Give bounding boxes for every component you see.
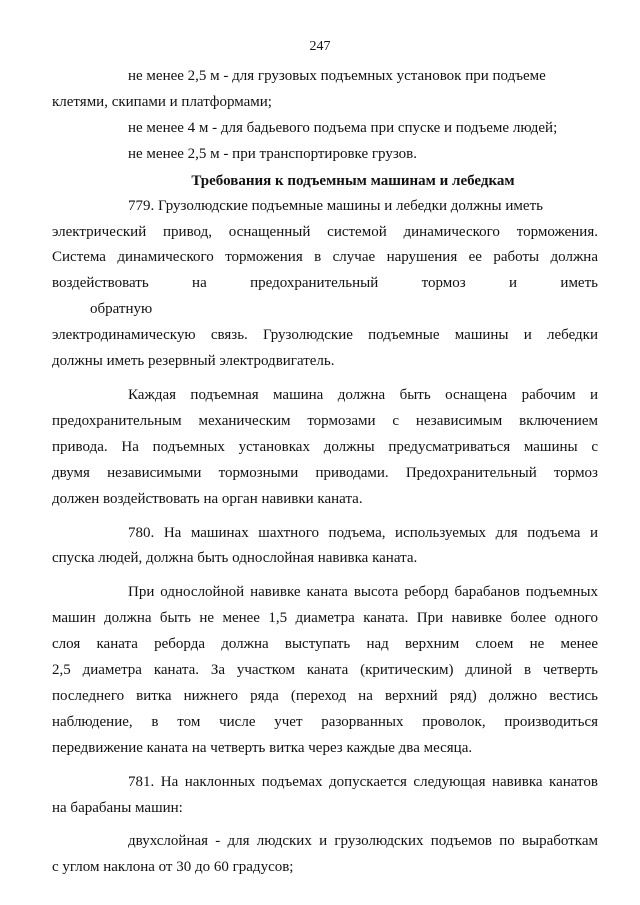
text-line: машин должна быть не менее 1,5 диаметра каната. При навивке более одного	[52, 610, 598, 627]
text-line: Система динамического торможения в случае нарушения ее работы должна	[52, 249, 598, 266]
paragraph-winding-distance-bucket	[90, 116, 598, 142]
text-line: наблюдение, в том числе учет разорванных проволок, производиться	[52, 713, 598, 730]
paragraph-781	[52, 770, 598, 822]
text-line: на барабаны машин:	[52, 799, 183, 816]
text-line: не менее 4 м - для бадьевого подъема при спуске и подъеме людей;	[128, 119, 558, 136]
paragraph-779	[52, 194, 598, 375]
paragraph-brakes	[52, 383, 598, 513]
text-line: 780. На машинах шахтного подъема, используемых для подъема и	[128, 524, 598, 541]
text-line: клетями, скипами и платформами;	[52, 93, 272, 110]
text-line: 781. На наклонных подъемах допускается следующая навивка канатов	[128, 773, 598, 790]
text-line: двухслойная - для людских и грузолюдских подъемов по выработкам	[128, 833, 598, 850]
text-line: При однослойной навивке каната высота реборд барабанов подъемных	[128, 584, 598, 601]
text-line: электрический привод, оснащенный системой динамического торможения.	[52, 223, 598, 240]
paragraph-winding-distance-cargo	[52, 64, 598, 116]
text-line: передвижение каната на четверть витка через каждые два месяца.	[52, 739, 473, 756]
text-line: с углом наклона от 30 до 60 градусов;	[52, 859, 294, 876]
text-line: не менее 2,5 м - при транспортировке грузов.	[128, 145, 417, 162]
text-line: должны иметь резервный электродвигатель.	[52, 353, 335, 370]
paragraph-double-layer	[52, 829, 598, 881]
text-line: последнего витка нижнего ряда (переход на верхний ряд) должно вестись	[52, 687, 598, 704]
text-line: привода. На подъемных установках должны предусматриваться машины с	[52, 438, 598, 455]
text-line: должен воздействовать на орган навивки каната.	[52, 490, 363, 507]
text-line: слоя каната реборда должна выступать над верхним слоем не менее	[52, 636, 598, 653]
text-line: 2,5 диаметра каната. За участком каната (критическим) длиной в четверть	[52, 662, 598, 679]
page-number: 247	[309, 39, 331, 54]
paragraph-780	[52, 521, 598, 573]
text-line: электродинамическую связь. Грузолюдские подъемные машины и лебедки	[52, 327, 598, 344]
text-line: 779. Грузолюдские подъемные машины и лебедки должны иметь	[128, 197, 543, 214]
section-heading: Требования к подъемным машинам и лебедкам	[191, 172, 515, 189]
text-line: Каждая подъемная машина должна быть оснащена рабочим и	[128, 386, 598, 403]
text-line: спуска людей, должна быть однослойная навивка каната.	[52, 550, 418, 567]
paragraph-winding-distance-transport	[90, 142, 598, 168]
text-line: не менее 2,5 м - для грузовых подъемных установок при подъеме	[128, 68, 546, 84]
text-line: предохранительным механическим тормозами с независимым включением	[52, 412, 598, 429]
text-line: воздействовать на предохранительный тормоз и иметь обратную	[52, 275, 598, 318]
paragraph-rope-winding	[52, 580, 598, 761]
document-body	[52, 64, 598, 881]
text-line: двумя независимыми тормозными приводами. Предохранительный тормоз	[52, 464, 598, 481]
